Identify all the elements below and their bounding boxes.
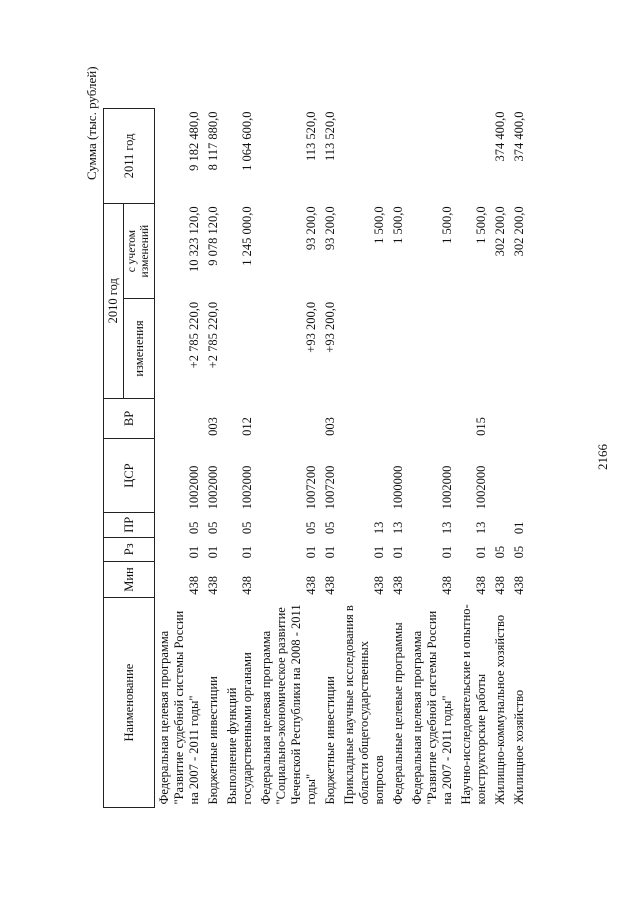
budget-table xyxy=(103,108,529,808)
row-changes: +2 785 220,0 xyxy=(187,301,201,369)
table-row xyxy=(321,109,340,808)
row-name: Жилищное хозяйство xyxy=(512,689,526,805)
header-with-changes: с учетом изменений xyxy=(124,203,155,299)
row-changes: +2 785 220,0 xyxy=(206,301,220,369)
row-vr xyxy=(408,398,457,439)
row-pr: 01 xyxy=(512,521,526,535)
row-with-changes: 9 078 120,0 xyxy=(206,206,220,266)
row-changes: +93 200,0 xyxy=(323,301,337,353)
row-with-changes: 1 500,0 xyxy=(372,206,386,244)
row-rz: 01 xyxy=(187,545,201,559)
row-min: 438 xyxy=(206,575,220,595)
row-with-changes: 10 323 120,0 xyxy=(187,206,201,272)
row-rz: 01 xyxy=(323,545,337,559)
row-with-changes: 1 500,0 xyxy=(391,206,405,244)
row-2011: 9 182 480,0 xyxy=(187,111,201,171)
row-changes xyxy=(340,299,389,398)
row-name: Выполнение функций государственными органами xyxy=(225,652,254,805)
row-2011 xyxy=(457,109,491,204)
row-csr: 1007200 xyxy=(323,465,337,510)
table-row xyxy=(491,109,510,808)
row-2011 xyxy=(408,109,457,204)
row-2011 xyxy=(340,109,389,204)
row-pr: 05 xyxy=(187,521,201,535)
row-min: 438 xyxy=(493,575,507,595)
row-csr xyxy=(491,439,510,513)
row-rz: 01 xyxy=(206,545,220,559)
header-2010: 2010 год xyxy=(104,203,124,398)
row-min: 438 xyxy=(512,575,526,595)
row-2011: 113 520,0 xyxy=(323,111,337,162)
table-row xyxy=(457,109,491,808)
row-pr: 05 xyxy=(323,521,337,535)
row-rz: 01 xyxy=(391,545,405,559)
row-pr: 05 xyxy=(206,521,220,535)
row-csr: 1002000 xyxy=(240,465,254,510)
row-pr xyxy=(491,512,510,537)
row-name: Бюджетные инвестиции xyxy=(323,676,337,805)
row-name: Федеральная целевая программа "Развитие судебной системы России на 2007 - 2011 годы" xyxy=(157,610,201,805)
row-vr xyxy=(491,398,510,439)
row-min: 438 xyxy=(391,575,405,595)
header-name: Наименование xyxy=(104,598,155,808)
row-changes xyxy=(491,299,510,398)
row-name: Жилищно-коммунальное хозяйство xyxy=(493,614,507,805)
row-2011 xyxy=(389,109,408,204)
row-with-changes: 1 500,0 xyxy=(440,206,454,244)
row-name: Бюджетные инвестиции xyxy=(206,676,220,805)
row-name: Федеральная целевая программа "Развитие судебной системы России на 2007 - 2011 годы" xyxy=(410,610,454,805)
header-min: Мин xyxy=(104,561,155,597)
row-name: Научно-исследовательские и опытно-конструкторские работы xyxy=(459,604,488,805)
row-rz: 01 xyxy=(474,545,488,559)
row-pr: 05 xyxy=(240,521,254,535)
row-min: 438 xyxy=(440,575,454,595)
row-rz: 05 xyxy=(493,545,507,559)
row-with-changes: 93 200,0 xyxy=(304,206,318,251)
table-row xyxy=(510,109,529,808)
row-min: 438 xyxy=(187,575,201,595)
row-name: Федеральная целевая программа "Социально-экономическое развитие Чеченской Республики на 2008 - 2011 годы" xyxy=(259,604,318,805)
row-2011: 113 520,0 xyxy=(304,111,318,162)
header-csr: ЦСР xyxy=(104,439,155,513)
table-row xyxy=(223,109,257,808)
row-with-changes: 1 500,0 xyxy=(474,206,488,244)
row-rz: 01 xyxy=(440,545,454,559)
header-2011: 2011 год xyxy=(104,109,155,204)
row-pr: 13 xyxy=(440,521,454,535)
row-changes xyxy=(389,299,408,398)
row-2011: 374 400,0 xyxy=(493,111,507,162)
row-pr: 05 xyxy=(304,521,318,535)
row-changes xyxy=(510,299,529,398)
row-2011: 1 064 600,0 xyxy=(240,111,254,171)
table-row xyxy=(204,109,223,808)
row-vr xyxy=(155,398,205,439)
row-vr: 012 xyxy=(240,417,254,436)
row-csr: 1000000 xyxy=(391,465,405,510)
row-min: 438 xyxy=(323,575,337,595)
table-row xyxy=(155,109,205,808)
row-vr xyxy=(340,398,389,439)
row-vr xyxy=(389,398,408,439)
row-csr xyxy=(510,439,529,513)
row-rz: 05 xyxy=(512,545,526,559)
header-row-1 xyxy=(104,109,124,808)
table-row xyxy=(408,109,457,808)
row-min: 438 xyxy=(304,575,318,595)
table-row xyxy=(340,109,389,808)
row-pr: 13 xyxy=(372,521,386,535)
row-with-changes: 1 245 000,0 xyxy=(240,206,254,266)
table-row xyxy=(389,109,408,808)
header-pr: ПР xyxy=(104,512,155,537)
table-row xyxy=(257,109,321,808)
row-2011: 8 117 880,0 xyxy=(206,111,220,171)
row-vr: 003 xyxy=(206,417,220,436)
row-changes xyxy=(223,299,257,398)
row-csr: 1002000 xyxy=(187,465,201,510)
row-name: Федеральные целевые программы xyxy=(391,622,405,805)
row-csr: 1002000 xyxy=(474,465,488,510)
row-pr: 13 xyxy=(391,521,405,535)
row-2011: 374 400,0 xyxy=(512,111,526,162)
row-changes xyxy=(457,299,491,398)
row-rz: 01 xyxy=(372,545,386,559)
row-vr: 003 xyxy=(323,417,337,436)
row-csr: 1007200 xyxy=(304,465,318,510)
row-min: 438 xyxy=(474,575,488,595)
row-with-changes: 302 200,0 xyxy=(493,206,507,257)
row-name: Прикладные научные исследования в области общегосударственных вопросов xyxy=(342,605,386,805)
header-rz: Рз xyxy=(104,537,155,561)
row-csr: 1002000 xyxy=(206,465,220,510)
header-vr: ВР xyxy=(104,398,155,439)
page-number: 2166 xyxy=(595,444,610,470)
header-changes: изменения xyxy=(124,299,155,398)
units-label: Сумма (тыс. рублей) xyxy=(84,66,99,180)
row-with-changes: 302 200,0 xyxy=(512,206,526,257)
row-csr xyxy=(340,439,389,513)
row-rz: 01 xyxy=(240,545,254,559)
row-changes xyxy=(408,299,457,398)
row-with-changes: 93 200,0 xyxy=(323,206,337,251)
row-csr: 1002000 xyxy=(440,465,454,510)
row-pr: 13 xyxy=(474,521,488,535)
row-min: 438 xyxy=(372,575,386,595)
row-min: 438 xyxy=(240,575,254,595)
row-rz: 01 xyxy=(304,545,318,559)
row-vr xyxy=(510,398,529,439)
table-body xyxy=(155,109,530,808)
row-vr xyxy=(257,398,321,439)
row-vr: 015 xyxy=(474,417,488,436)
row-changes: +93 200,0 xyxy=(304,301,318,353)
